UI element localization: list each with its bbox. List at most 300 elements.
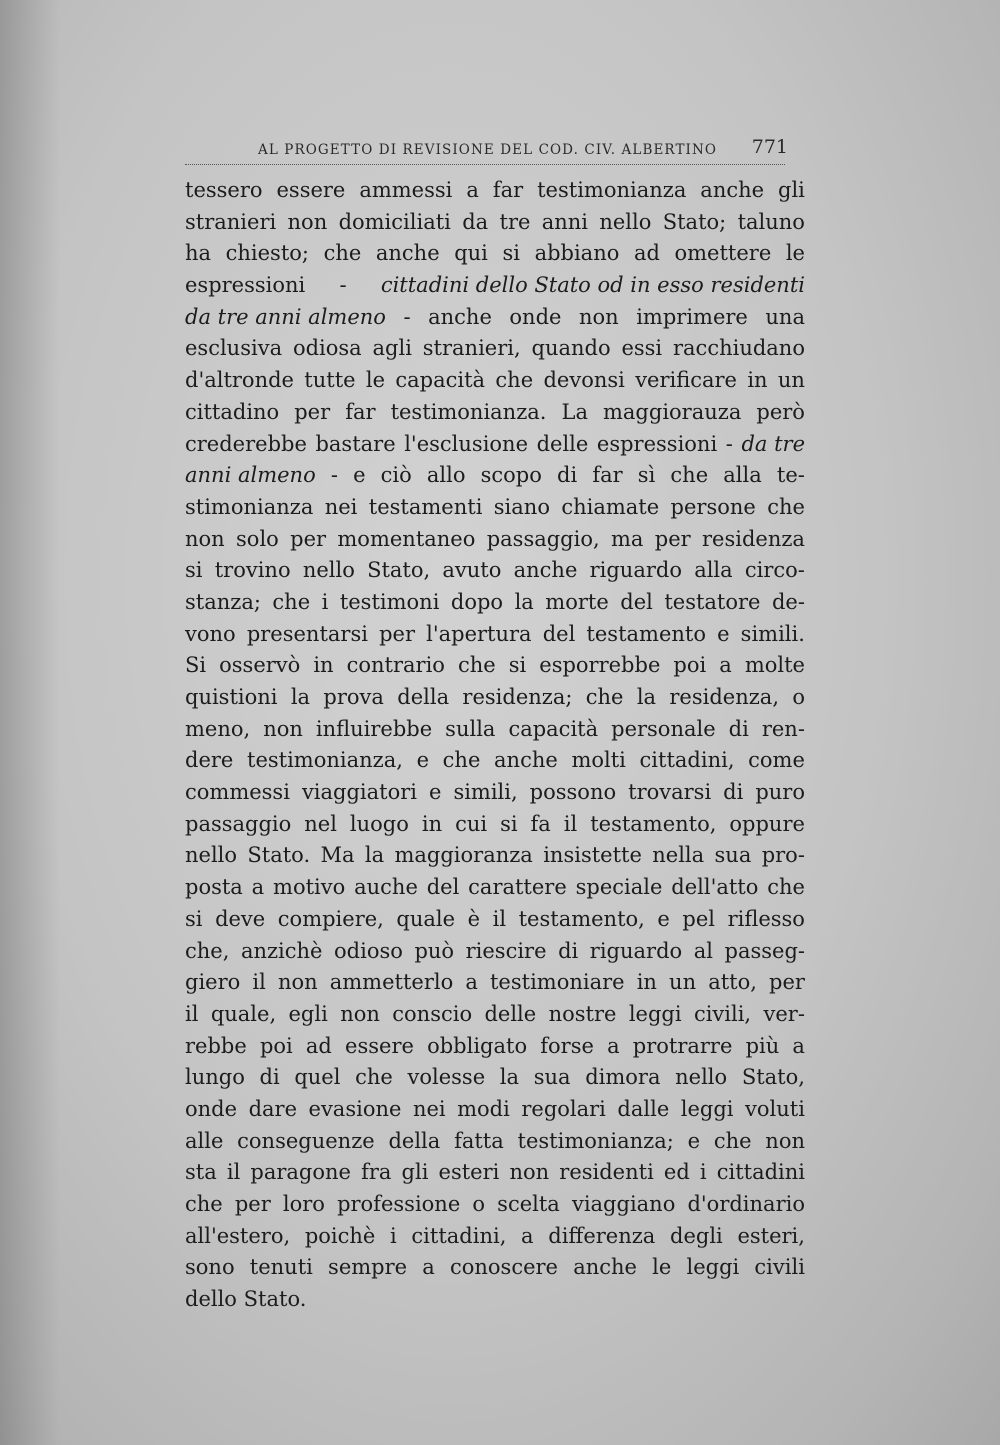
body-text: [185, 175, 805, 1316]
word: e: [416, 748, 429, 773]
word: le: [652, 1255, 672, 1280]
text-line: [185, 1252, 805, 1284]
word: residenti: [559, 1160, 654, 1185]
word: modi: [457, 1096, 510, 1121]
word: testimonianza.: [390, 399, 547, 424]
word: testamento,: [518, 906, 645, 931]
word: regolari: [521, 1096, 606, 1121]
word: sua: [533, 1065, 571, 1090]
word: ha: [185, 241, 212, 266]
word: odiosa: [292, 336, 362, 361]
word: quale: [396, 906, 456, 931]
word: stimonianza: [185, 494, 314, 519]
word: per: [769, 970, 805, 995]
word: di: [259, 1065, 280, 1090]
text-line: [185, 1094, 805, 1126]
word: della: [388, 1128, 441, 1153]
word: in: [636, 970, 657, 995]
word: tessero: [185, 178, 263, 202]
word: che: [767, 494, 805, 519]
text-line: [185, 492, 805, 524]
word: testatore: [664, 589, 761, 614]
word: puro: [755, 780, 805, 805]
word: molte: [744, 653, 805, 678]
word: capacità: [508, 716, 599, 741]
word: la: [514, 589, 534, 614]
word: -: [403, 304, 411, 329]
word: omettere: [674, 241, 772, 266]
word: onde: [185, 1096, 238, 1121]
word: forse: [540, 1033, 594, 1058]
word: non: [185, 526, 225, 551]
word: insistette: [543, 843, 642, 868]
word: vono: [185, 621, 236, 646]
word: dare: [248, 1096, 297, 1121]
text-line: [185, 1221, 805, 1253]
word: nello: [675, 1065, 728, 1090]
word: cittadino: [185, 399, 280, 424]
word: si: [185, 906, 203, 931]
word: anche: [700, 178, 765, 202]
word: nel: [304, 811, 337, 836]
word: tre: [499, 209, 531, 234]
word: agli: [372, 336, 412, 361]
word: ren-: [761, 716, 805, 741]
word: testimoni: [339, 589, 440, 614]
word: avuto: [442, 558, 502, 583]
text-line: [185, 619, 805, 651]
word: trovino: [214, 558, 291, 583]
text-line: [185, 1126, 805, 1158]
word: influirebbe: [315, 716, 433, 741]
word: differenza: [548, 1223, 656, 1248]
word: giero: [185, 970, 241, 995]
word: anni: [541, 209, 589, 234]
word: conscio: [392, 1001, 473, 1026]
word: crederebbe: [185, 431, 307, 456]
word: per: [294, 399, 331, 424]
word: capacità: [395, 368, 486, 393]
word: abbiano: [534, 241, 620, 266]
word: del: [620, 589, 653, 614]
word: quando: [531, 336, 611, 361]
word: ciò: [380, 463, 412, 488]
word: in: [421, 811, 443, 836]
word: egli: [288, 1001, 328, 1026]
word: riflesso: [727, 906, 805, 931]
word: il: [185, 1001, 199, 1026]
running-title: AL PROGETTO DI REVISIONE DEL COD. CIV. ALBERTINO: [258, 142, 718, 158]
word: prova: [323, 685, 384, 709]
word: gli: [778, 178, 805, 202]
word: espressioni: [596, 431, 718, 456]
word: l'apertura: [426, 621, 532, 646]
word: essere: [345, 1033, 414, 1058]
text-line: [185, 238, 805, 270]
text-line: [185, 714, 805, 746]
text-line: [185, 397, 805, 429]
word: le: [365, 368, 386, 393]
word: poi: [259, 1033, 293, 1058]
word: delle: [536, 431, 589, 456]
word: il: [226, 1160, 241, 1185]
word: cittadini dello Stato od in esso residenti: [380, 273, 805, 298]
word: passaggio: [185, 811, 292, 836]
word: trovarsi: [628, 780, 712, 805]
word: non: [340, 1001, 380, 1026]
word: sua: [714, 843, 752, 868]
word: i: [321, 589, 329, 614]
word: speciale: [575, 875, 663, 900]
word: tenuti: [249, 1255, 313, 1280]
word: obbligato: [427, 1033, 528, 1058]
word: ad: [633, 241, 660, 266]
word: di: [558, 938, 579, 963]
text-line: [185, 1157, 805, 1189]
word: la: [290, 685, 311, 709]
text-line: [185, 207, 805, 239]
word: testimonianza: [537, 178, 687, 202]
word: -: [339, 273, 347, 298]
word: residenza: [702, 526, 805, 551]
word: però: [756, 399, 805, 424]
word: che,: [185, 938, 230, 963]
word: civili,: [693, 1001, 752, 1026]
word: espressioni: [185, 273, 306, 298]
word: da tre: [741, 431, 805, 456]
word: alle: [185, 1128, 224, 1153]
word: ver-: [763, 1001, 805, 1026]
word: stranieri,: [422, 336, 521, 361]
word: che: [670, 463, 709, 488]
word: esteri,: [737, 1223, 805, 1248]
word: del: [426, 875, 460, 900]
word: Stato.: [243, 1287, 307, 1312]
text-line: [185, 270, 805, 302]
word: fatta: [454, 1128, 504, 1153]
word: tutte: [304, 368, 356, 393]
word: dalle: [617, 1096, 670, 1121]
word: qui: [454, 241, 488, 266]
text-line: [185, 365, 805, 397]
word: chiesto;: [225, 241, 309, 266]
word: anche: [573, 1255, 637, 1280]
text-line: [185, 1189, 805, 1221]
text-line: [185, 1031, 805, 1063]
word: professione: [337, 1192, 461, 1216]
text-line: [185, 904, 805, 936]
word: e: [657, 906, 670, 931]
word: non: [287, 209, 328, 234]
word: che: [442, 748, 481, 773]
word: momentaneo: [337, 526, 476, 551]
word: conoscere: [449, 1255, 558, 1280]
word: si: [508, 653, 527, 678]
word: che: [713, 1128, 752, 1153]
word: di: [728, 716, 749, 741]
word: alla: [723, 463, 762, 488]
word: dere: [185, 748, 234, 773]
word: solo: [236, 526, 279, 551]
word: commessi: [185, 780, 290, 805]
word: atto,: [708, 970, 757, 995]
word: verificare: [635, 368, 737, 393]
text-line: [185, 1062, 805, 1094]
word: non: [578, 304, 619, 329]
word: simili,: [453, 780, 518, 805]
page-number: 771: [751, 136, 788, 158]
word: te-: [776, 463, 805, 488]
word: anche: [513, 558, 578, 583]
word: i: [699, 1160, 707, 1185]
word: gli: [401, 1160, 429, 1185]
word: imprimere: [636, 304, 748, 329]
word: o: [472, 1192, 486, 1216]
word: di: [557, 463, 578, 488]
word: poichè: [304, 1223, 376, 1248]
word: che: [323, 241, 362, 266]
word: residenza;: [462, 685, 573, 709]
word: nostre: [548, 1001, 617, 1026]
text-line: [185, 429, 805, 461]
word: devonsi: [543, 368, 625, 393]
word: nei: [412, 1096, 446, 1121]
word: poi: [673, 653, 707, 678]
word: a: [719, 653, 732, 678]
word: conseguenze: [237, 1128, 375, 1153]
text-line: [185, 555, 805, 587]
word: ad: [305, 1033, 332, 1058]
word: chiamate: [561, 494, 660, 519]
word: a: [792, 1033, 805, 1058]
word: anche: [375, 241, 440, 266]
text-line: [185, 524, 805, 556]
running-head: [258, 136, 788, 162]
word: degli: [670, 1223, 723, 1248]
word: e: [687, 1128, 701, 1153]
word: passaggio,: [486, 526, 600, 551]
word: simili.: [740, 621, 805, 646]
word: auche: [354, 875, 418, 900]
word: esteri: [438, 1160, 500, 1185]
text-line: [185, 777, 805, 809]
word: all'estero,: [185, 1223, 291, 1248]
word: l'esclusione: [404, 431, 529, 456]
word: de-: [771, 589, 805, 614]
word: anzichè: [240, 938, 323, 963]
word: far: [345, 399, 376, 424]
word: dell'atto: [671, 875, 759, 900]
word: persone: [670, 494, 756, 519]
word: la: [636, 685, 657, 709]
word: motivo: [273, 875, 346, 900]
word: posta: [185, 875, 243, 900]
text-line: [185, 175, 805, 207]
text-line: [185, 872, 805, 904]
word: oppure: [729, 811, 805, 836]
word: residenza,: [669, 685, 780, 709]
word: testimoniare: [489, 970, 625, 995]
word: stanza;: [185, 589, 261, 614]
word: anche: [428, 304, 492, 329]
word: volesse: [407, 1065, 486, 1090]
text-line: [185, 936, 805, 968]
text-line: [185, 302, 805, 334]
word: del: [542, 621, 576, 646]
word: riguardo: [589, 938, 683, 963]
word: evasione: [308, 1096, 402, 1121]
text-line: [185, 587, 805, 619]
word: la: [499, 1065, 520, 1090]
word: nella: [652, 843, 705, 868]
word: non: [263, 716, 303, 741]
word: scelta: [497, 1192, 560, 1216]
word: per: [290, 526, 327, 551]
word: dopo: [450, 589, 504, 614]
word: dello: [185, 1287, 237, 1312]
word: un: [777, 368, 805, 393]
word: odioso: [334, 938, 403, 963]
word: riguardo: [589, 558, 682, 583]
word: racchiudano: [673, 336, 805, 361]
text-line: [185, 840, 805, 872]
word: che: [585, 685, 624, 709]
text-line: [185, 745, 805, 777]
word: Ma: [320, 843, 355, 868]
word: di: [723, 780, 744, 805]
word: ammessi: [359, 178, 453, 202]
text-line: [185, 650, 805, 682]
word: Stato;: [662, 209, 727, 234]
word: far: [492, 178, 524, 202]
word: nei: [324, 494, 358, 519]
word: a: [521, 1223, 534, 1248]
word: bastare: [315, 431, 396, 456]
word: leggi: [686, 1255, 740, 1280]
word: far: [592, 463, 623, 488]
word: si: [500, 811, 518, 836]
word: carattere: [468, 875, 567, 900]
word: nello: [599, 209, 652, 234]
word: che: [355, 1065, 393, 1090]
word: a: [466, 178, 479, 202]
word: è: [467, 906, 481, 931]
word: protrarre: [632, 1033, 733, 1058]
word: come: [748, 748, 805, 773]
word: onde: [509, 304, 562, 329]
word: quale,: [210, 1001, 277, 1026]
word: osservò: [219, 653, 301, 678]
page-gutter-shadow: [0, 0, 60, 1445]
word: presentarsi: [246, 621, 368, 646]
header-rule: [185, 164, 785, 165]
word: per: [379, 621, 415, 646]
word: Stato.: [247, 843, 311, 868]
word: la: [364, 843, 385, 868]
word: paragone: [250, 1160, 351, 1185]
word: luogo: [349, 811, 409, 836]
word: meno,: [185, 716, 251, 741]
word: i: [390, 1223, 397, 1248]
word: quel: [294, 1065, 341, 1090]
word: esclusiva: [185, 336, 283, 361]
word: cittadini: [716, 1160, 805, 1185]
word: stranieri: [185, 209, 277, 234]
word: leggi: [628, 1001, 682, 1026]
word: compiere,: [277, 906, 384, 931]
word: maggiorauza: [603, 399, 742, 424]
text-line: [185, 460, 805, 492]
text-line: [185, 809, 805, 841]
word: che: [457, 653, 496, 678]
word: taluno: [737, 209, 805, 234]
word: domiciliati: [338, 209, 451, 234]
text-line: [185, 999, 805, 1031]
word: quistioni: [185, 685, 278, 709]
word: le: [785, 241, 805, 266]
word: una: [765, 304, 805, 329]
word: voluti: [745, 1096, 805, 1121]
word: maggioranza: [394, 843, 533, 868]
word: cittadini,: [411, 1223, 507, 1248]
word: e: [429, 780, 442, 805]
word: d'altronde: [185, 368, 294, 393]
word: non: [509, 1160, 550, 1185]
word: alla: [694, 558, 733, 583]
word: nello: [302, 558, 355, 583]
word: circo-: [744, 558, 805, 583]
word: cittadini,: [639, 748, 735, 773]
word: viaggiatori: [301, 780, 417, 805]
word: ammetterlo: [329, 970, 454, 995]
word: nello: [185, 843, 238, 868]
word: anche: [494, 748, 558, 773]
word: civili: [754, 1255, 805, 1280]
word: per: [234, 1192, 271, 1216]
text-line: [185, 682, 805, 714]
word: non: [277, 970, 318, 995]
word: cui: [455, 811, 488, 836]
word: per: [654, 526, 691, 551]
word: Si: [185, 653, 207, 678]
word: un: [669, 970, 697, 995]
word: loro: [282, 1192, 325, 1216]
word: o: [792, 685, 805, 709]
word: al: [693, 938, 713, 963]
word: da: [462, 209, 489, 234]
word: pel: [682, 906, 715, 931]
word: non: [765, 1128, 805, 1153]
word: fra: [361, 1160, 392, 1185]
word: lungo: [185, 1065, 245, 1090]
word: possono: [529, 780, 617, 805]
word: in: [747, 368, 768, 393]
word: testimonianza,: [247, 748, 403, 773]
word: -: [330, 463, 338, 488]
word: il: [563, 811, 578, 836]
word: in: [313, 653, 334, 678]
word: più: [745, 1033, 780, 1058]
word: testimonianza;: [517, 1128, 674, 1153]
word: che: [185, 1192, 223, 1216]
word: viaggiano: [571, 1192, 676, 1216]
word: ma: [611, 526, 644, 551]
word: dimora: [585, 1065, 661, 1090]
word: da tre anni almeno: [185, 304, 386, 329]
word: pro-: [761, 843, 805, 868]
word: Stato,: [367, 558, 431, 583]
word: a: [251, 875, 265, 900]
